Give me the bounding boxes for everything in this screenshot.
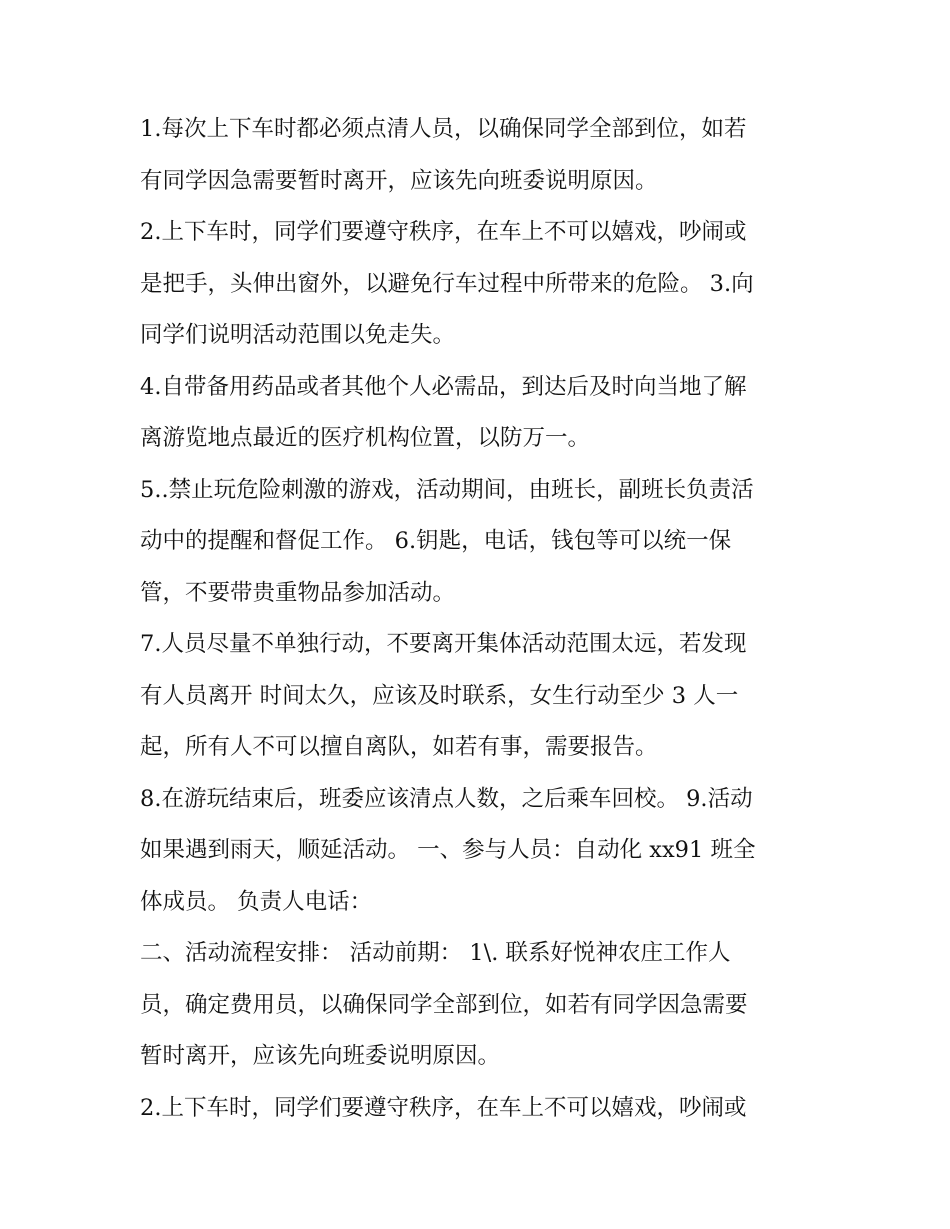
text-line-9: 动中的提醒和督促工作。 6.钥匙，电话，钱包等可以统一保: [140, 528, 732, 554]
text-line-10: 管，不要带贵重物品参加活动。: [140, 579, 456, 606]
text-line-15: 如果遇到雨天，顺延活动。 一、参与人员：自动化 xx91 班全: [140, 837, 756, 863]
text-line-2: 有同学因急需要暂时离开，应该先向班委说明原因。: [140, 167, 658, 194]
text-line-5: 同学们说明活动范围以免走失。: [140, 322, 456, 348]
text-line-1: 1.每次上下车时都必须点清人员，以确保同学全部到位，如若: [140, 116, 747, 142]
text-line-16: 体成员。 负责人电话：: [140, 888, 373, 915]
text-line-4: 是把手，头伸出窗外，以避免行车过程中所带来的危险。 3.向: [140, 270, 754, 297]
text-line-13: 起，所有人不可以擅自离队，如若有事，需要报告。: [140, 734, 658, 760]
text-line-14: 8.在游玩结束后，班委应该清点人数，之后乘车回校。 9.活动: [140, 785, 753, 812]
text-line-6: 4.自带备用药品或者其他个人必需品，到达后及时向当地了解: [140, 373, 747, 400]
text-line-12: 有人员离开 时间太久，应该及时联系，女生行动至少 3 人一: [140, 682, 739, 709]
text-line-8: 5..禁止玩危险刺激的游戏，活动期间，由班长，副班长负责活: [140, 476, 754, 503]
text-line-18: 员，确定费用员，以确保同学全部到位，如若有同学因急需要: [140, 991, 748, 1018]
text-line-7: 离游览地点最近的医疗机构位置，以防万一。: [140, 425, 591, 451]
text-line-11: 7.人员尽量不单独行动，不要离开集体活动范围太远，若发现: [140, 631, 747, 657]
text-line-19: 暂时离开，应该先向班委说明原因。: [140, 1043, 501, 1069]
document-body: [140, 104, 820, 1134]
text-line-3: 2.上下车时，同学们要遵守秩序，在车上不可以嬉戏，吵闹或: [140, 219, 747, 245]
text-line-17: 二、活动流程安排： 活动前期： 1\. 联系好悦神农庄工作人: [140, 940, 731, 966]
text-line-20: 2.上下车时，同学们要遵守秩序，在车上不可以嬉戏，吵闹或: [140, 1094, 747, 1121]
